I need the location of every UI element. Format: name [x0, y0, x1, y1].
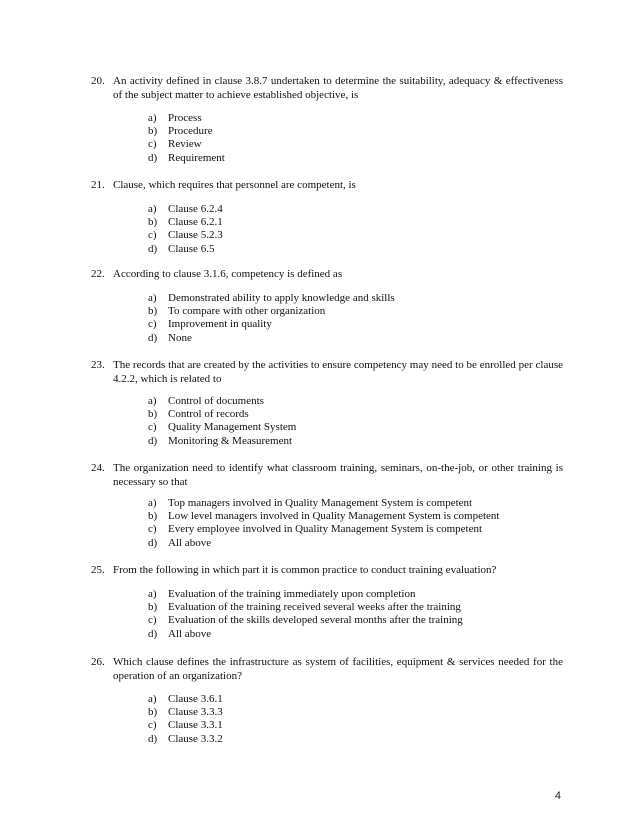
question-text: According to clause 3.1.6, competency is defined as	[113, 268, 343, 280]
option-text: Improvement in quality	[168, 318, 272, 331]
answer-option	[148, 523, 499, 536]
answer-options	[148, 497, 499, 550]
answer-options	[148, 112, 225, 165]
answer-option	[148, 318, 395, 331]
option-text: Clause 6.2.4	[168, 203, 223, 215]
answer-option	[148, 152, 225, 165]
answer-option	[148, 510, 499, 523]
answer-option	[148, 614, 463, 627]
option-letter: a)	[148, 292, 157, 304]
question-21	[91, 179, 563, 255]
option-letter: a)	[148, 203, 157, 215]
question-25	[91, 564, 563, 640]
answer-option	[148, 733, 223, 746]
answer-option	[148, 138, 225, 151]
option-letter: c)	[148, 138, 157, 151]
option-text: Control of documents	[168, 395, 264, 407]
option-text: None	[168, 331, 192, 344]
question-text-row	[91, 179, 563, 193]
question-number: 20.	[91, 75, 105, 87]
question-number: 25.	[91, 564, 105, 576]
question-text-row	[91, 462, 563, 489]
answer-option	[148, 628, 463, 641]
answer-option	[148, 421, 296, 434]
option-letter: b)	[148, 510, 158, 523]
option-text: Demonstrated ability to apply knowledge and skills	[168, 292, 395, 304]
question-number: 22.	[91, 268, 105, 280]
question-text: The organization need to identify what classroom training, seminars, on-the-job, or other training is necessary so that	[113, 462, 563, 488]
option-text: To compare with other organization	[168, 305, 326, 318]
question-number: 23.	[91, 359, 105, 371]
answer-options	[148, 203, 223, 256]
answer-option	[148, 497, 499, 510]
answer-options	[148, 292, 395, 345]
answer-options	[148, 588, 463, 641]
option-letter: d)	[148, 536, 158, 549]
option-letter: d)	[148, 331, 158, 344]
option-text: All above	[168, 627, 212, 640]
question-number: 26.	[91, 656, 105, 668]
answer-options	[148, 395, 296, 448]
question-text: From the following in which part it is common practice to conduct training evaluation?	[113, 564, 497, 576]
option-letter: a)	[148, 112, 157, 124]
option-text: Low level managers involved in Quality Management System is competent	[168, 510, 500, 523]
option-letter: b)	[148, 125, 158, 138]
question-text-row	[91, 268, 563, 282]
question-text-row	[91, 75, 563, 102]
option-letter: b)	[148, 706, 158, 719]
answer-option	[148, 693, 223, 706]
answer-option	[148, 305, 395, 318]
option-letter: a)	[148, 395, 157, 407]
option-letter: c)	[148, 523, 157, 536]
option-letter: d)	[148, 242, 158, 255]
question-text: The records that are created by the activities to ensure competency may need to be enrolled per clause 4.2.2, which is related to	[113, 359, 563, 385]
option-letter: a)	[148, 497, 157, 509]
question-text: Which clause defines the infrastructure as system of facilities, equipment & services needed for the operation of an organization?	[113, 656, 563, 682]
option-letter: b)	[148, 408, 158, 421]
answer-option	[148, 292, 395, 305]
page-number: 4	[554, 790, 561, 802]
option-text: Every employee involved in Quality Management System is competent	[168, 523, 483, 536]
answer-option	[148, 229, 223, 242]
option-text: All above	[168, 536, 212, 549]
answer-options	[148, 693, 223, 746]
answer-option	[148, 719, 223, 732]
answer-option	[148, 125, 225, 138]
option-letter: a)	[148, 693, 157, 705]
question-text: An activity defined in clause 3.8.7 undertaken to determine the suitability, adequacy & effectiveness of the subject matter to achieve established objective, is	[113, 75, 563, 101]
option-text: Clause 6.5	[168, 242, 215, 255]
question-24	[91, 462, 563, 549]
question-22	[91, 268, 563, 344]
answer-option	[148, 537, 499, 550]
question-number: 24.	[91, 462, 105, 474]
option-text: Clause 3.3.2	[168, 732, 223, 745]
option-text: Clause 6.2.1	[168, 216, 223, 229]
option-text: Clause 3.3.3	[168, 706, 223, 719]
answer-option	[148, 112, 225, 125]
question-23	[91, 359, 563, 447]
option-letter: c)	[148, 719, 157, 732]
answer-option	[148, 601, 463, 614]
option-text: Top managers involved in Quality Management System is competent	[168, 497, 473, 509]
option-text: Clause 3.3.1	[168, 719, 223, 732]
answer-option	[148, 588, 463, 601]
question-text-row	[91, 359, 563, 386]
question-text-row	[91, 656, 563, 683]
answer-option	[148, 332, 395, 345]
answer-option	[148, 243, 223, 256]
option-text: Procedure	[168, 125, 213, 138]
question-20	[91, 75, 563, 164]
option-text: Control of records	[168, 408, 249, 421]
option-letter: d)	[148, 151, 158, 164]
option-text: Process	[168, 112, 202, 124]
option-text: Evaluation of the skills developed several months after the training	[168, 614, 463, 627]
question-26	[91, 656, 563, 745]
option-letter: b)	[148, 601, 158, 614]
question-text: Clause, which requires that personnel are competent, is	[113, 179, 356, 191]
option-letter: c)	[148, 229, 157, 242]
option-letter: a)	[148, 588, 157, 600]
option-text: Monitoring & Measurement	[168, 434, 293, 447]
answer-option	[148, 203, 223, 216]
answer-option	[148, 435, 296, 448]
option-text: Clause 5.2.3	[168, 229, 223, 242]
option-letter: d)	[148, 627, 158, 640]
question-number: 21.	[91, 179, 105, 191]
answer-option	[148, 216, 223, 229]
option-letter: b)	[148, 216, 158, 229]
option-letter: b)	[148, 305, 158, 318]
option-letter: d)	[148, 434, 158, 447]
option-text: Clause 3.6.1	[168, 693, 223, 705]
option-text: Requirement	[168, 151, 225, 164]
option-text: Evaluation of the training immediately upon completion	[168, 588, 416, 600]
question-text-row	[91, 564, 563, 578]
option-letter: c)	[148, 318, 157, 331]
answer-option	[148, 408, 296, 421]
answer-option	[148, 706, 223, 719]
option-letter: d)	[148, 732, 158, 745]
option-text: Quality Management System	[168, 421, 297, 434]
answer-option	[148, 395, 296, 408]
option-text: Review	[168, 138, 202, 151]
option-letter: c)	[148, 421, 157, 434]
option-letter: c)	[148, 614, 157, 627]
option-text: Evaluation of the training received several weeks after the training	[168, 601, 461, 614]
